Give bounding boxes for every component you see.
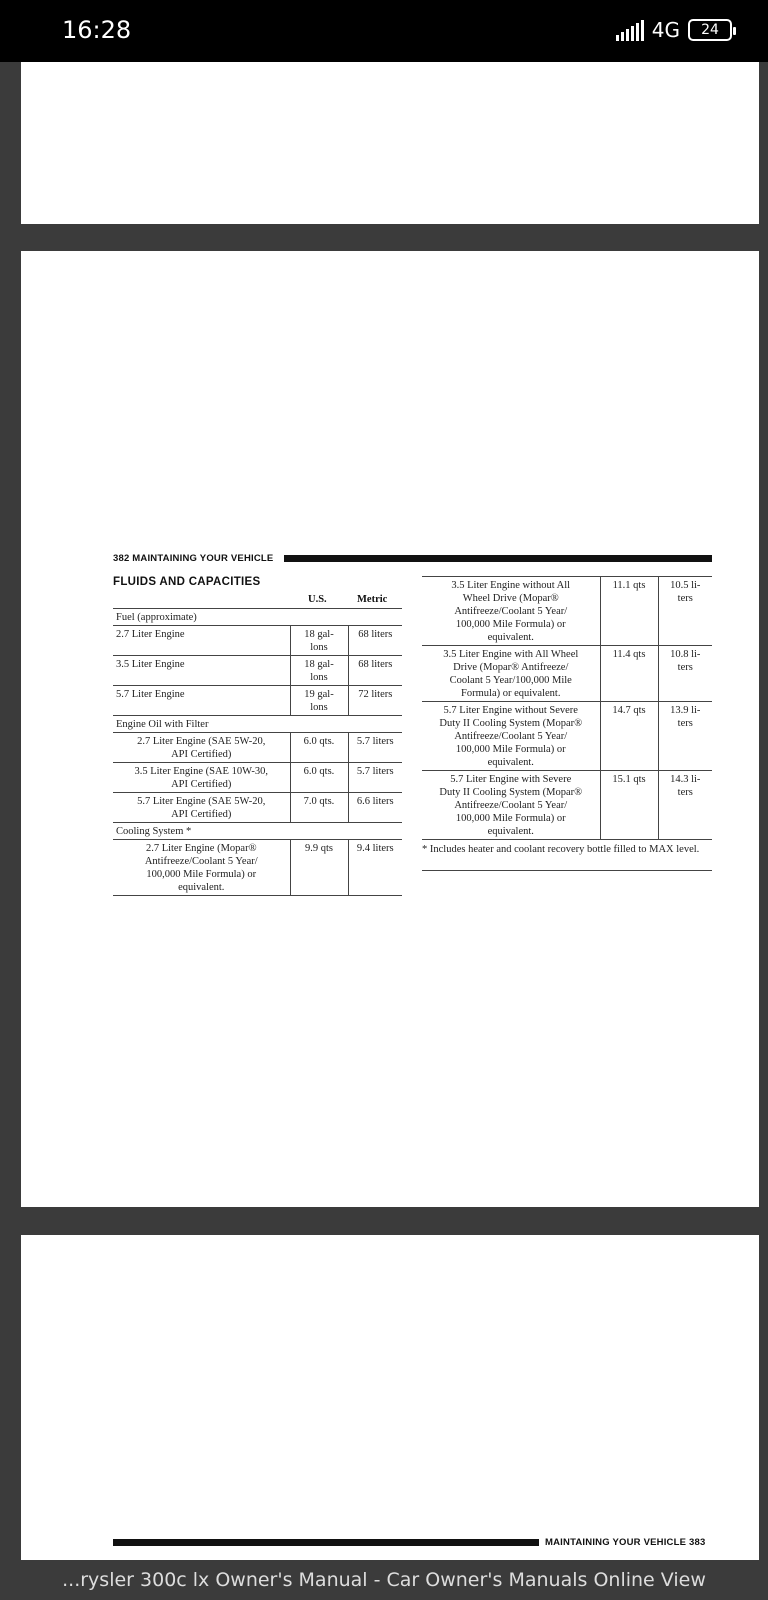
table-cell-us: 11.4 qts (600, 646, 658, 702)
network-type: 4G (651, 18, 680, 42)
table-group-label: Cooling System * (113, 823, 402, 840)
table-row (113, 686, 402, 716)
table-cell-metric: 68 liters (348, 626, 402, 656)
section-title: FLUIDS AND CAPACITIES (113, 576, 261, 588)
battery-icon (688, 19, 732, 41)
status-indicators (616, 18, 732, 42)
table-cell-us: 15.1 qts (600, 771, 658, 840)
table-row (113, 733, 402, 763)
table-row (113, 763, 402, 793)
table-cell-metric: 72 liters (348, 686, 402, 716)
table-cell-item: 5.7 Liter Engine with Severe Duty II Cooling System (Mopar® Antifreeze/Coolant 5 Year/ 100,000 Mile Formula) or equivalent. (422, 771, 600, 840)
table-cell-metric: 13.9 li- ters (658, 702, 712, 771)
footer-rule (113, 1539, 539, 1546)
table-cell-item: 2.7 Liter Engine (113, 626, 290, 656)
status-time: 16:28 (62, 16, 132, 44)
table-row (422, 577, 712, 646)
table-cell-metric: 10.8 li- ters (658, 646, 712, 702)
table-cell-us: 19 gal- lons (290, 686, 348, 716)
table-cell-item: 3.5 Liter Engine (113, 656, 290, 686)
table-cell-us: 14.7 qts (600, 702, 658, 771)
document-page-previous (21, 62, 759, 224)
table-row (422, 771, 712, 840)
table-cell-item: 2.7 Liter Engine (SAE 5W-20, API Certified) (113, 733, 290, 763)
table-cell-metric: 5.7 liters (348, 733, 402, 763)
table-cell-us: 6.0 qts. (290, 733, 348, 763)
page-footer-right: MAINTAINING YOUR VEHICLE 383 (545, 1537, 706, 1548)
table-cell-us: 6.0 qts. (290, 763, 348, 793)
table-cell-metric: 9.4 liters (348, 840, 402, 896)
signal-strength-icon (616, 19, 644, 41)
table-cell-us: 11.1 qts (600, 577, 658, 646)
table-group-label: Fuel (approximate) (113, 609, 402, 626)
footnote: * Includes heater and coolant recovery bottle filled to MAX level. (422, 844, 700, 855)
footnote-rule (422, 870, 712, 871)
page-header-left: 382 MAINTAINING YOUR VEHICLE (113, 553, 274, 564)
table-cell-metric: 10.5 li- ters (658, 577, 712, 646)
table-cell-item: 2.7 Liter Engine (Mopar® Antifreeze/Coolant 5 Year/ 100,000 Mile Formula) or equivalent. (113, 840, 290, 896)
document-title-bar: ...rysler 300c lx Owner's Manual - Car Owner's Manuals Online View (0, 1560, 768, 1600)
table-cell-metric: 6.6 liters (348, 793, 402, 823)
table-cell-item: 3.5 Liter Engine without All Wheel Drive (Mopar® Antifreeze/Coolant 5 Year/ 100,000 Mile Formula) or equivalent. (422, 577, 600, 646)
table-cell-item: 5.7 Liter Engine without Severe Duty II Cooling System (Mopar® Antifreeze/Coolant 5 Year/ 100,000 Mile Formula) or equivalent. (422, 702, 600, 771)
table-cell-metric: 68 liters (348, 656, 402, 686)
table-cell-metric: 14.3 li- ters (658, 771, 712, 840)
battery-level: 24 (701, 22, 719, 38)
header-rule (284, 555, 712, 562)
column-header-us: U.S. (308, 594, 327, 605)
capacities-table-left (113, 608, 402, 896)
capacities-table-right (422, 576, 712, 840)
table-cell-us: 18 gal- lons (290, 656, 348, 686)
table-cell-item: 5.7 Liter Engine (113, 686, 290, 716)
document-page-next (21, 1235, 759, 1560)
table-row (113, 609, 402, 626)
table-row (113, 823, 402, 840)
table-cell-metric: 5.7 liters (348, 763, 402, 793)
column-header-metric: Metric (357, 594, 388, 605)
table-cell-item: 3.5 Liter Engine (SAE 10W-30, API Certified) (113, 763, 290, 793)
table-group-label: Engine Oil with Filter (113, 716, 402, 733)
table-cell-us: 7.0 qts. (290, 793, 348, 823)
table-row (113, 793, 402, 823)
table-row (113, 840, 402, 896)
table-row (422, 702, 712, 771)
table-cell-us: 9.9 qts (290, 840, 348, 896)
table-row (113, 716, 402, 733)
table-row (113, 626, 402, 656)
table-row (113, 656, 402, 686)
table-cell-us: 18 gal- lons (290, 626, 348, 656)
table-cell-item: 3.5 Liter Engine with All Wheel Drive (Mopar® Antifreeze/ Coolant 5 Year/100,000 Mile Formula) or equivalent. (422, 646, 600, 702)
table-row (422, 646, 712, 702)
status-bar (0, 0, 768, 62)
table-cell-item: 5.7 Liter Engine (SAE 5W-20, API Certified) (113, 793, 290, 823)
